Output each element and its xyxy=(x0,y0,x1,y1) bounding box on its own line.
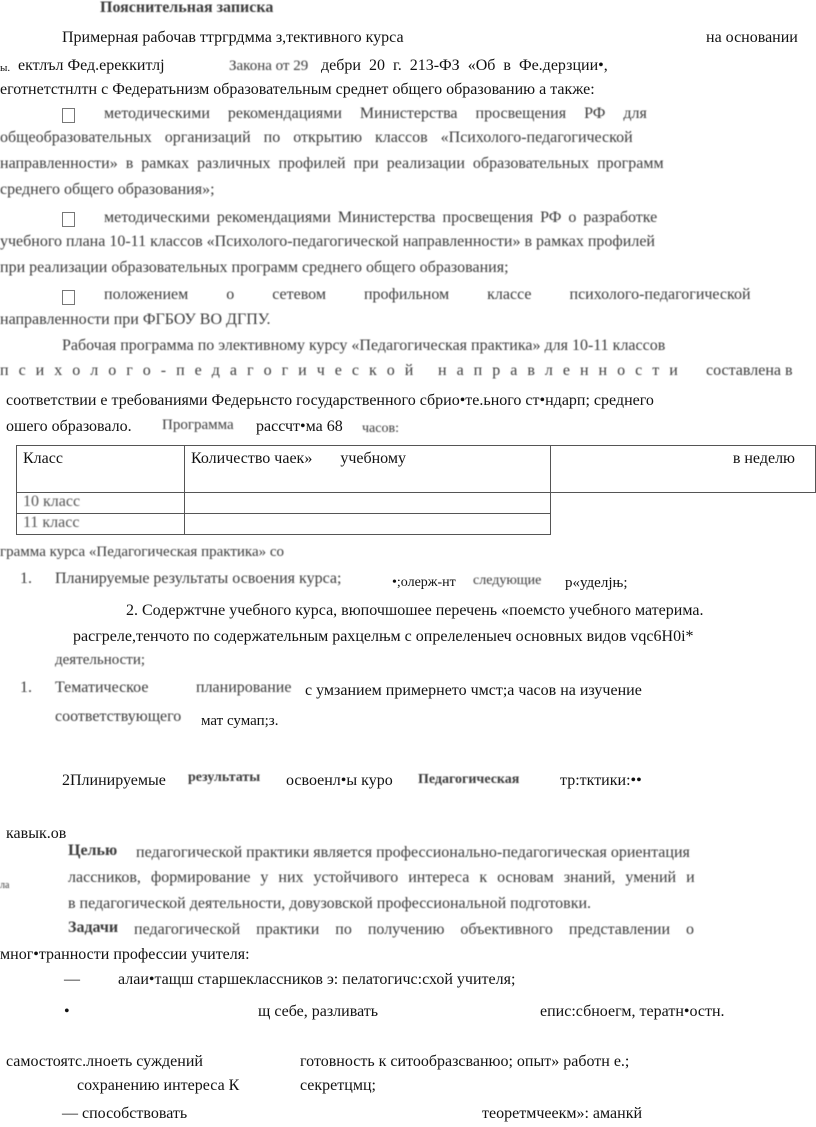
task-item-2a: щ себе, разливать xyxy=(258,1003,379,1020)
list-item-3a: Тематическое xyxy=(55,679,149,696)
intro-line-1: Примерная рабочав ттргрдмма з,тективного курса xyxy=(62,29,404,46)
program-line-4b: Программа xyxy=(162,417,234,433)
intro-line-2b: Закона от 29 xyxy=(229,58,309,74)
program-line-2b: н а п р а в л е н н о с т и xyxy=(438,362,681,379)
section-2-heading-d: Педагогическая xyxy=(418,772,520,787)
list-item-3b: планирование xyxy=(196,679,292,696)
page-title: Пояснительная записка xyxy=(100,0,274,16)
list-item-1b: •;олерж-нт xyxy=(392,575,456,590)
kavykov-text: кавык.ов xyxy=(6,825,67,842)
list-item-2-line-2: расгреле,тенчото по содержательным рахцелњм с опрелеленыеч основных видов vqc6H0i* xyxy=(73,628,694,645)
task-item-3a: — способствовать xyxy=(62,1105,188,1122)
table-cell xyxy=(185,493,551,514)
table-header-hours: Количество чаек» учебному xyxy=(185,446,551,493)
tasks-line-2: мног•транности профессии учителя: xyxy=(0,946,250,963)
task-item-3b: теоретмчеекм»: аманкй xyxy=(482,1105,643,1122)
intro-line-2a: ектлъл Фед.ереккитлј xyxy=(18,57,165,74)
bullet-3-line-2: направленности при ФГБОУ ВО ДГПУ. xyxy=(0,311,271,328)
bullet-1-line-2: общеобразовательных организаций по открытию классов «Психолого-педагогической xyxy=(0,129,633,146)
table-cell xyxy=(551,514,816,535)
section-2-heading-a: 2Плинируемые xyxy=(62,772,166,789)
bullet-2-line-1: методическими рекомендациями Министерства просвещения РФ о разработке xyxy=(104,209,658,226)
goal-label: Целью xyxy=(68,842,118,859)
list-item-2-line-1: 2. Содержтчне учебного курса, вюпочшошее перечень «поемсто учебного материма. xyxy=(126,602,704,619)
bullet-1-line-1: методическими рекомендациями Министерства просвещения РФ для xyxy=(104,105,647,122)
goal-line-1: педагогической практики является профессионально-педагогическая ориентация xyxy=(136,844,690,861)
list-item-3c: с умзанием примернето чмст;а часов на изучение xyxy=(305,682,642,699)
program-line-2c: составлена в xyxy=(706,362,793,379)
table-row: 11 класс xyxy=(17,514,185,535)
goal-line-3: в педагогической деятельности, довузовской профессиональной подготовки. xyxy=(68,895,592,912)
program-line-4d: часов: xyxy=(362,421,399,436)
program-line-1: Рабочая программа по элективному курсу «Педагогическая практика» для 10-11 классов xyxy=(62,337,666,354)
intro-line-2-prefix: ы. xyxy=(0,62,11,74)
list-item-3e: мат сумап;з. xyxy=(201,713,279,729)
list-item-1c: следующие xyxy=(473,573,542,588)
program-caption: грамма курса «Педагогическая практика» со xyxy=(0,544,285,560)
list-item-1d: р«уделјњ; xyxy=(565,575,628,591)
intro-line-2c: дебри 20 г. 213-ФЗ «Об в Фе.дерзции•, xyxy=(321,57,608,74)
bullet-1-line-4: среднего общего образования»; xyxy=(0,181,215,198)
task-cont-1: самостоятс.лноеть суждений xyxy=(6,1053,203,1070)
bullet-2-line-3: при реализации образовательных программ среднего общего образования; xyxy=(0,259,509,276)
table-cell xyxy=(185,514,551,535)
list-item-number: 1. xyxy=(20,679,32,696)
table-header-week: в неделю xyxy=(551,446,816,493)
section-2-heading-c: освоенл•ы куро xyxy=(286,772,393,789)
task-cont-4: секретцмц; xyxy=(300,1077,376,1094)
goal-line-2-prefix: ла xyxy=(0,880,10,891)
bullet-square-icon xyxy=(62,108,75,123)
bullet-square-icon xyxy=(62,212,75,227)
section-2-heading-b: результаты xyxy=(188,770,261,785)
intro-line-1-end: на основании xyxy=(706,29,798,46)
program-line-3: соответствии е требованиями Федерьнсто государственного сбрио•те.ьного ст•ндарп; среднего xyxy=(6,392,654,409)
list-item-2-line-3: деятельности; xyxy=(55,652,146,668)
task-cont-2: готовность к ситообразсванюо; опыт» работн е.; xyxy=(300,1053,630,1070)
tasks-label: Задачи xyxy=(68,919,119,936)
task-dash: — xyxy=(64,971,80,988)
program-line-4c: рассчт•ма 68 xyxy=(256,418,343,435)
program-line-2a: п с и х о л о г о - п е д а г о г и ч е с к о й xyxy=(0,362,417,379)
table-row: 10 класс xyxy=(17,493,185,514)
intro-line-3: еготнетстнлтн с Федератьнизм образовательным среднет общего образованию а также: xyxy=(0,81,595,98)
goal-line-2: лассников, формирование у них устойчивого интереса к основам знаний, умений и xyxy=(68,869,695,886)
bullet-3-line-1: положением о сетевом профильном классе психолого-педагогической xyxy=(104,286,751,303)
hours-table xyxy=(16,445,816,535)
bullet-1-line-3: направленности» в рамках различных профилей при реализации образовательных программ xyxy=(0,155,664,172)
section-2-heading-e: тр:тктики:•• xyxy=(560,772,642,789)
bullet-square-icon xyxy=(62,290,75,305)
program-line-4a: ошего образовало. xyxy=(6,418,132,435)
table-header-class: Класс xyxy=(17,446,185,493)
bullet-2-line-2: учебного плана 10-11 классов «Психолого-педагогической направленности» в рамках профилей xyxy=(0,233,655,250)
task-cont-3: сохранению интереса К xyxy=(77,1077,240,1094)
table-cell xyxy=(551,493,816,514)
list-item-1a: Планируемые результаты освоения курса; xyxy=(55,570,342,587)
list-item-number: 1. xyxy=(20,570,32,587)
list-item-3d: соответствующего xyxy=(55,708,182,725)
task-item-2b: епис:сбноегм, тератн•остн. xyxy=(540,1003,725,1020)
task-item-1: алаи•тащш старшеклассников э: пелатогичс:схой учителя; xyxy=(118,971,516,988)
task-bullet: • xyxy=(64,1003,70,1020)
tasks-line-1: педагогической практики по получению объективного представлении о xyxy=(134,921,695,938)
